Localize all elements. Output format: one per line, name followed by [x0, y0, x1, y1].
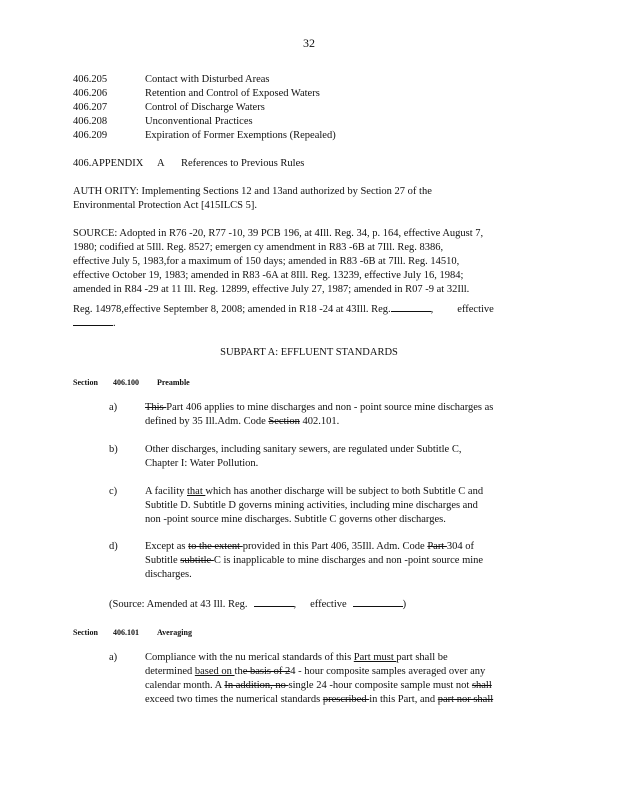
inserted-text: based on	[194, 666, 235, 677]
item-line	[145, 554, 483, 568]
item-text: 304 of	[446, 541, 474, 552]
toc-number: 406.208	[73, 116, 108, 127]
section-word: Section	[73, 378, 98, 387]
section-number: 406.100	[113, 378, 139, 387]
source-line	[73, 315, 116, 331]
struck-text: Section	[268, 416, 300, 427]
struck-text: subtitle	[180, 555, 214, 566]
toc-title: Unconventional Practices	[145, 116, 253, 127]
item-text: determined	[145, 666, 195, 677]
toc-title: Retention and Control of Exposed Waters	[145, 88, 320, 99]
item-text: defined by 35 Ill.Adm. Code	[145, 416, 269, 427]
struck-text: Part	[427, 541, 447, 552]
toc-title: Control of Discharge Waters	[145, 102, 265, 113]
item-text: single 24 -hour composite sample must not	[288, 680, 472, 691]
toc-number: 406.205	[73, 74, 108, 85]
source-line	[73, 301, 494, 317]
source-line: 1980; codified at 5Ill. Reg. 8527; emergen cy amendment in R83 -6B at 7Ill. Reg. 8386,	[73, 242, 444, 253]
item-line: Other discharges, including sanitary sewers, are regulated under Subtitle C,	[145, 444, 462, 455]
inserted-text: Part must	[353, 652, 397, 663]
item-text: Except as	[145, 541, 189, 552]
item-text: th	[234, 666, 243, 677]
toc-number: 406.206	[73, 88, 108, 99]
appendix-label: 406.APPENDIX	[73, 158, 144, 169]
item-line	[145, 665, 485, 679]
item-text: exceed two times the numerical standards	[145, 694, 323, 705]
item-line: Chapter I: Water Pollution.	[145, 458, 259, 469]
authority-line: AUTH ORITY: Implementing Sections 12 and 13and authorized by Section 27 of the	[73, 186, 432, 197]
item-text: calendar month. A	[145, 680, 225, 691]
item-label: d)	[109, 541, 118, 552]
struck-text: to the extent	[188, 541, 243, 552]
source-text: Reg. 14978,effective September 8, 2008; amended in R18 -24 at 43Ill. Reg.	[73, 304, 391, 315]
source-line: SOURCE: Adopted in R76 -20, R77 -10, 39 PCB 196, at 4Ill. Reg. 34, p. 164, effective August 7,	[73, 228, 484, 239]
toc-number: 406.209	[73, 130, 108, 141]
subpart-heading: SUBPART A: EFFLUENT STANDARDS	[220, 347, 398, 358]
page-number: 32	[303, 36, 315, 50]
item-line	[145, 401, 493, 415]
item-text: in this Part, and	[369, 694, 438, 705]
source-text: .	[113, 318, 116, 329]
item-label: c)	[109, 486, 118, 497]
item-label: b)	[109, 444, 118, 455]
source-text: ,	[430, 304, 434, 315]
struck-text: This	[145, 402, 167, 413]
source-text: effective	[457, 304, 494, 315]
item-text: A facility	[145, 486, 187, 497]
item-text: Part 406 applies to mine discharges and non - point source mine discharges as	[166, 402, 494, 413]
source-note-text: ,	[293, 599, 297, 610]
source-note-text: )	[402, 599, 407, 610]
section-word: Section	[73, 628, 98, 637]
authority-line: Environmental Protection Act [415ILCS 5].	[73, 200, 258, 211]
struck-text: shall	[471, 680, 492, 691]
item-line	[145, 651, 448, 665]
struck-text: In addition, no	[224, 680, 289, 691]
item-line	[145, 485, 483, 499]
item-text: 4 - hour composite samples averaged over any	[290, 666, 486, 677]
item-line: Subtitle D. Subtitle D governs mining activities, including mine discharges and	[145, 500, 478, 511]
item-label: a)	[109, 652, 118, 663]
section-title: Preamble	[157, 378, 190, 387]
register-page-blank	[391, 301, 431, 312]
toc-number: 406.207	[73, 102, 108, 113]
source-note-text: effective	[310, 599, 347, 610]
toc-title: Expiration of Former Exemptions (Repealed)	[145, 130, 336, 141]
item-line	[145, 415, 339, 429]
item-line	[145, 679, 492, 693]
struck-text: part nor shall	[437, 694, 494, 705]
item-text: provided in this Part 406, 35Ill. Adm. Code	[242, 541, 428, 552]
item-line	[145, 693, 493, 707]
item-line: discharges.	[145, 569, 192, 580]
struck-text: e basis of 2	[242, 666, 291, 677]
effective-date-blank	[353, 596, 403, 607]
section-number: 406.101	[113, 628, 139, 637]
item-text: Compliance with the nu merical standards of this	[145, 652, 354, 663]
item-text: 402.101.	[299, 416, 340, 427]
appendix-letter: A	[157, 158, 165, 169]
struck-text: prescribed	[322, 694, 370, 705]
item-text: C is inapplicable to mine discharges and non -point source mine	[213, 555, 484, 566]
appendix-title: References to Previous Rules	[181, 158, 305, 169]
item-line	[145, 540, 474, 554]
item-text: Subtitle	[145, 555, 181, 566]
item-text: part shall be	[396, 652, 448, 663]
source-line: effective July 5, 1983,for a maximum of 150 days; amended in R83 -6B at 7Ill. Reg. 14510,	[73, 256, 460, 267]
inserted-text: that	[187, 486, 206, 497]
source-line: amended in R84 -29 at 11 Ill. Reg. 12899, effective July 27, 1987; amended in R07 -9 at 32Ill.	[73, 284, 470, 295]
section-title: Averaging	[157, 628, 192, 637]
item-label: a)	[109, 402, 118, 413]
source-note	[109, 596, 406, 612]
register-page-blank	[254, 596, 294, 607]
effective-date-blank	[73, 315, 113, 326]
toc-title: Contact with Disturbed Areas	[145, 74, 270, 85]
source-note-text: (Source: Amended at 43 Ill. Reg.	[109, 599, 248, 610]
item-text: which has another discharge will be subject to both Subtitle C and	[205, 486, 484, 497]
source-line: effective October 19, 1983; amended in R83 -6A at 8Ill. Reg. 13239, effective July 16, 1984;	[73, 270, 464, 281]
item-line: non -point source mine discharges. Subtitle C governs other discharges.	[145, 514, 446, 525]
